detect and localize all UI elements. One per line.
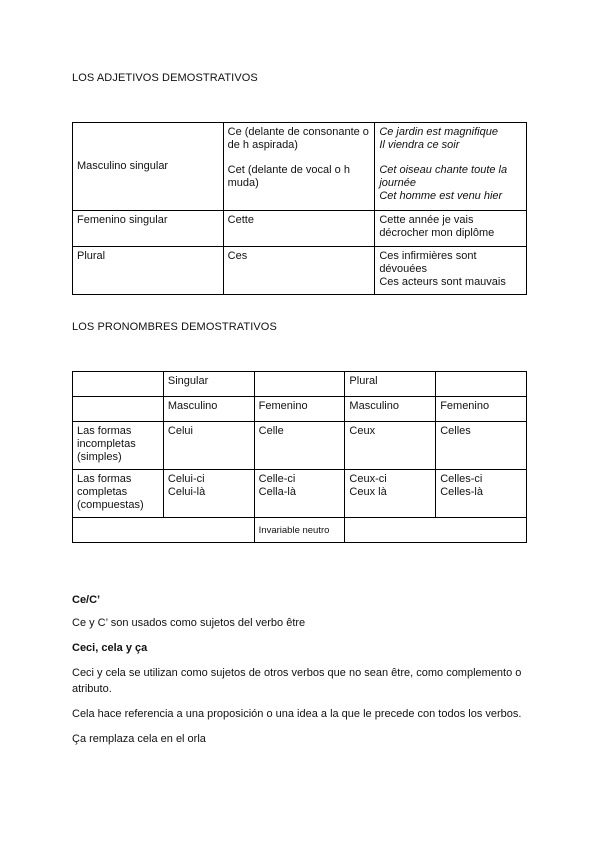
pronombres-title: LOS PRONOMBRES DEMOSTRATIVOS [72, 321, 277, 333]
pronombres-table [72, 371, 527, 543]
row-label: Plural [73, 247, 224, 295]
cell: Celles [436, 422, 527, 470]
ceci-heading: Ceci, cela y ça [72, 642, 148, 654]
ceci-text-1: Ceci y cela se utilizan como sujetos de otros verbos que no sean être, como complemento o atributo. [72, 667, 522, 695]
empty-cell [73, 372, 164, 397]
row-label: Femenino singular [73, 211, 224, 247]
example-text: Cet oiseau chante toute la journée [379, 164, 508, 189]
form-text: Cet (delante de vocal o h muda) [227, 164, 350, 189]
empty-cell [345, 518, 527, 543]
header-masculino: Masculino [163, 397, 254, 422]
row-label: Las formas completas (compuestas) [73, 470, 164, 518]
ce-text: Ce y C’ son usados como sujetos del verbo être [72, 617, 306, 629]
cell-text: Ceux là [349, 486, 387, 498]
example-text: Cet homme est venu hier [379, 190, 503, 202]
ceci-text-2: Cela hace referencia a una proposición o una idea a la que le precede con todos los verbos. [72, 708, 522, 720]
header-singular: Singular [163, 372, 254, 397]
header-femenino: Femenino [254, 397, 345, 422]
header-femenino: Femenino [436, 397, 527, 422]
empty-cell [73, 397, 164, 422]
row-label: Masculino singular [73, 123, 224, 211]
example-cell [375, 247, 527, 295]
cell-text: Celles-ci [440, 473, 483, 485]
table-row [73, 470, 527, 518]
cell-text: Ceux-ci [349, 473, 387, 485]
ce-heading: Ce/C’ [72, 594, 101, 606]
adjetivos-title: LOS ADJETIVOS DEMOSTRATIVOS [72, 72, 258, 84]
empty-cell [254, 372, 345, 397]
empty-cell [73, 518, 255, 543]
cell [163, 470, 254, 518]
table-row [73, 397, 527, 422]
empty-cell [436, 372, 527, 397]
header-plural: Plural [345, 372, 436, 397]
cell: Ceux [345, 422, 436, 470]
cell [436, 470, 527, 518]
cell-text: Celle-ci [258, 473, 296, 485]
example-text: Ces infirmières sont dévouées [379, 250, 477, 275]
ceci-text-3: Ça remplaza cela en el orla [72, 733, 206, 745]
example-text: Il viendra ce soir [379, 139, 460, 151]
example-text: Ce jardin est magnifique [379, 126, 498, 138]
form-cell: Cette [223, 211, 375, 247]
form-cell [223, 123, 375, 211]
neutro-cell: Invariable neutro [254, 518, 345, 543]
table-row [73, 123, 527, 211]
cell-text: Celui-là [167, 486, 206, 498]
header-masculino: Masculino [345, 397, 436, 422]
cell-text: Cella-là [258, 486, 296, 498]
table-row [73, 422, 527, 470]
cell: Celui [163, 422, 254, 470]
cell [254, 470, 345, 518]
form-cell: Ces [223, 247, 375, 295]
cell-text: Celui-ci [167, 473, 205, 485]
table-row [73, 247, 527, 295]
cell-text: Celles-là [440, 486, 483, 498]
form-text: Ce (delante de consonante o de h aspirada) [227, 126, 369, 151]
example-cell: Cette année je vais décrocher mon diplôme [375, 211, 527, 247]
example-cell [375, 123, 527, 211]
cell [345, 470, 436, 518]
table-row [73, 518, 527, 543]
example-text: Ces acteurs sont mauvais [379, 276, 506, 288]
table-row [73, 211, 527, 247]
table-row [73, 372, 527, 397]
cell: Celle [254, 422, 345, 470]
adjetivos-table [72, 122, 527, 295]
row-label: Las formas incompletas (simples) [73, 422, 164, 470]
